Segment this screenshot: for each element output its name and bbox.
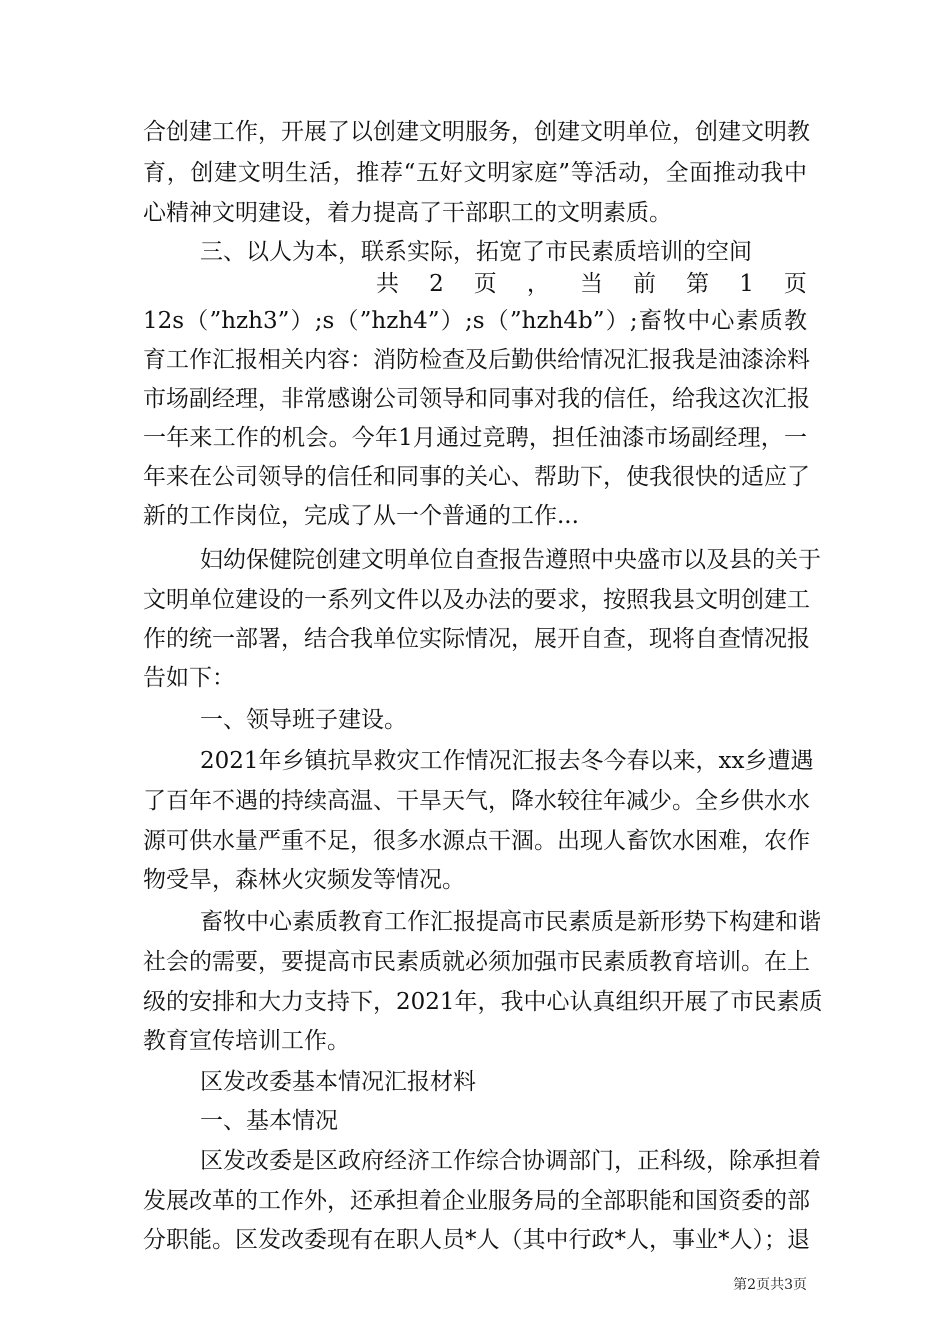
text-line: 合创建工作，开展了以创建文明服务，创建文明单位，创建文明教	[143, 119, 810, 145]
page-indicator-char: 1	[739, 271, 754, 297]
page-indicator-char: ，	[526, 271, 550, 297]
text-line: 2021年乡镇抗旱救灾工作情况汇报去冬今春以来，xx乡遭遇	[200, 748, 814, 774]
text-line: 分职能。区发改委现有在职人员*人（其中行政*人，事业*人）；退	[143, 1227, 810, 1253]
text-line: 告如下：	[143, 665, 235, 691]
text-line: 育，创建文明生活，推荐“五好文明家庭”等活动，全面推动我中	[143, 160, 807, 186]
text-line: 市场副经理，非常感谢公司领导和同事对我的信任，给我这次汇报	[143, 386, 810, 412]
section-heading: 区发改委基本情况汇报材料	[200, 1069, 476, 1095]
text-line: 教育宣传培训工作。	[143, 1028, 350, 1054]
text-line: 12s（”hzh3”）;s（”hzh4”）;s（”hzh4b”）;畜牧中心素质教	[143, 308, 807, 334]
page-indicator-char: 页	[473, 271, 497, 297]
page-indicator	[376, 267, 807, 301]
text-line: 文明单位建设的一系列文件以及办法的要求，按照我县文明创建工	[143, 587, 810, 613]
text-line: 发展改革的工作外，还承担着企业服务局的全部职能和国资委的部	[143, 1188, 810, 1214]
page-indicator-char: 共	[376, 271, 399, 297]
page-footer: 第2页共3页	[733, 1277, 807, 1293]
text-line: 区发改委是区政府经济工作综合协调部门，正科级，除承担着	[200, 1148, 821, 1174]
text-line: 源可供水量严重不足，很多水源点干涸。出现人畜饮水困难，农作	[143, 828, 810, 854]
page-indicator-char: 当	[579, 271, 603, 297]
text-line: 年来在公司领导的信任和同事的关心、帮助下，使我很快的适应了	[143, 464, 810, 490]
text-line: 育工作汇报相关内容：消防检查及后勤供给情况汇报我是油漆涂料	[143, 347, 810, 373]
page-indicator-char: 前	[633, 271, 657, 297]
page-indicator-char: 2	[429, 271, 444, 297]
text-line: 社会的需要，要提高市民素质就必须加强市民素质教育培训。在上	[143, 949, 810, 975]
section-heading: 三、以人为本，联系实际，拓宽了市民素质培训的空间	[200, 239, 752, 265]
page-indicator-char: 页	[783, 271, 807, 297]
section-heading: 一、基本情况	[200, 1108, 338, 1134]
section-heading: 一、领导班子建设。	[200, 707, 407, 733]
text-line: 畜牧中心素质教育工作汇报提高市民素质是新形势下构建和谐	[200, 909, 821, 935]
text-line: 一年来工作的机会。今年1月通过竞聘，担任油漆市场副经理，一	[143, 425, 807, 451]
text-line: 级的安排和大力支持下，2021年，我中心认真组织开展了市民素质	[143, 989, 823, 1015]
text-line: 物受旱，森林火灾频发等情况。	[143, 867, 465, 893]
text-line: 妇幼保健院创建文明单位自查报告遵照中央盛市以及县的关于	[200, 547, 821, 573]
text-line: 新的工作岗位，完成了从一个普通的工作...	[143, 503, 579, 529]
text-line: 心精神文明建设，着力提高了干部职工的文明素质。	[143, 200, 672, 226]
text-line: 作的统一部署，结合我单位实际情况，展开自查，现将自查情况报	[143, 626, 810, 652]
text-line: 了百年不遇的持续高温、干旱天气，降水较往年减少。全乡供水水	[143, 788, 810, 814]
page-indicator-char: 第	[686, 271, 710, 297]
